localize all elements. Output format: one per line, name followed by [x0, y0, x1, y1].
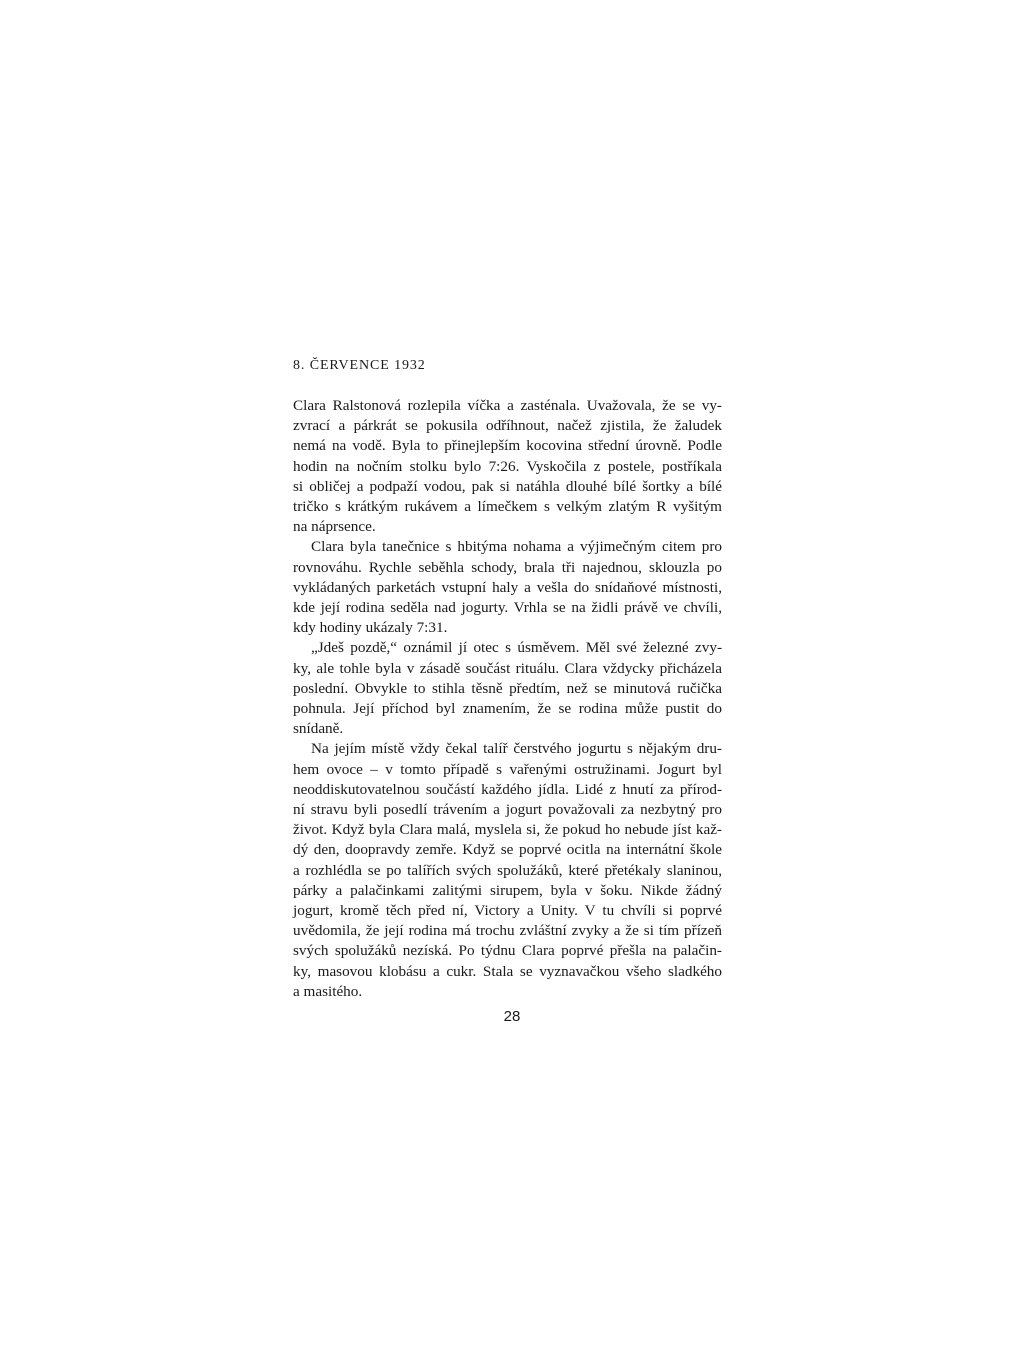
text-line: pohnula. Její příchod byl znamením, že se rodina může pustit do: [293, 700, 722, 718]
text-line: kde její rodina seděla nad jogurty. Vrhla se na židli právě ve chvíli,: [293, 599, 722, 617]
text-line: kdy hodiny ukázaly 7:31.: [293, 619, 448, 637]
text-line: Clara Ralstonová rozlepila víčka a zasténala. Uvažovala, že se vy-: [293, 397, 722, 414]
text-line: dý den, doopravdy zemře. Když se poprvé ocitla na internátní škole: [293, 841, 722, 859]
text-line: uvědomila, že její rodina má trochu zvláštní zvyky a že si tím přízeň: [293, 922, 722, 940]
text-line: svých spolužáků nezíská. Po týdnu Clara poprvé přešla na palačin-: [293, 942, 722, 960]
text-line: Na jejím místě vždy čekal talíř čerstvého jogurtu s nějakým dru-: [311, 740, 722, 758]
text-line: zvrací a párkrát se pokusila odříhnout, načež zjistila, že žaludek: [293, 417, 722, 435]
text-line: na náprsence.: [293, 518, 376, 536]
text-line: rovnováhu. Rychle seběhla schody, brala tři najednou, sklouzla po: [293, 558, 722, 576]
text-line: nemá na vodě. Byla to přinejlepším kocovina střední úrovně. Podle: [293, 437, 722, 455]
text-line: „Jdeš pozdě,“ oznámil jí otec s úsměvem. Měl své železné zvy-: [311, 639, 722, 657]
page-number: 28: [503, 1008, 521, 1025]
text-line: snídaně.: [293, 720, 344, 738]
text-line: život. Když byla Clara malá, myslela si, že pokud ho nebude jíst kaž-: [293, 821, 722, 839]
text-line: párky a palačinkami zalitými sirupem, byla v šoku. Nikde žádný: [293, 881, 722, 899]
text-line: tričko s krátkým rukávem a límečkem s velkým zlatým R vyšitým: [293, 498, 722, 516]
text-line: ky, masovou klobásu a cukr. Stala se vyznavačkou všeho sladkého: [293, 962, 722, 980]
paragraph-4: [293, 739, 722, 1002]
text-line: poslední. Obvykle to stihla těsně předtím, než se minutová ručička: [293, 679, 722, 697]
text-line: ní stravu byli posedlí trávením a jogurt považovali za nezbytný pro: [293, 801, 722, 819]
body-text: [293, 396, 722, 1002]
paragraph-1: [293, 396, 722, 537]
text-line: jogurt, kromě těch před ní, Victory a Unity. V tu chvíli si poprvé: [293, 902, 722, 920]
text-line: a rozhlédla se po talířích svých spolužáků, které přetékaly slaninou,: [293, 861, 722, 879]
text-line: Clara byla tanečnice s hbitýma nohama a výjimečným citem pro: [311, 538, 722, 556]
paragraph-2: [293, 537, 722, 638]
paragraph-3: [293, 638, 722, 739]
text-line: hodin na nočním stolku bylo 7:26. Vyskočila z postele, postříkala: [293, 457, 722, 475]
text-line: ky, ale tohle byla v zásadě součást rituálu. Clara vždycky přicházela: [293, 659, 722, 677]
text-line: si obličej a podpaží vodou, pak si natáhla dlouhé bílé šortky a bílé: [293, 477, 722, 495]
text-line: a masitého.: [293, 982, 363, 1000]
text-line: vykládaných parketách vstupní haly a vešla do snídaňové místnosti,: [293, 578, 722, 596]
text-line: neoddiskutovatelnou součástí každého jídla. Lidé z hnutí za přírod-: [293, 780, 722, 798]
chapter-heading: 8. ČERVENCE 1932: [293, 358, 426, 373]
text-line: hem ovoce – v tomto případě s vařenými ostružinami. Jogurt byl: [293, 760, 722, 778]
